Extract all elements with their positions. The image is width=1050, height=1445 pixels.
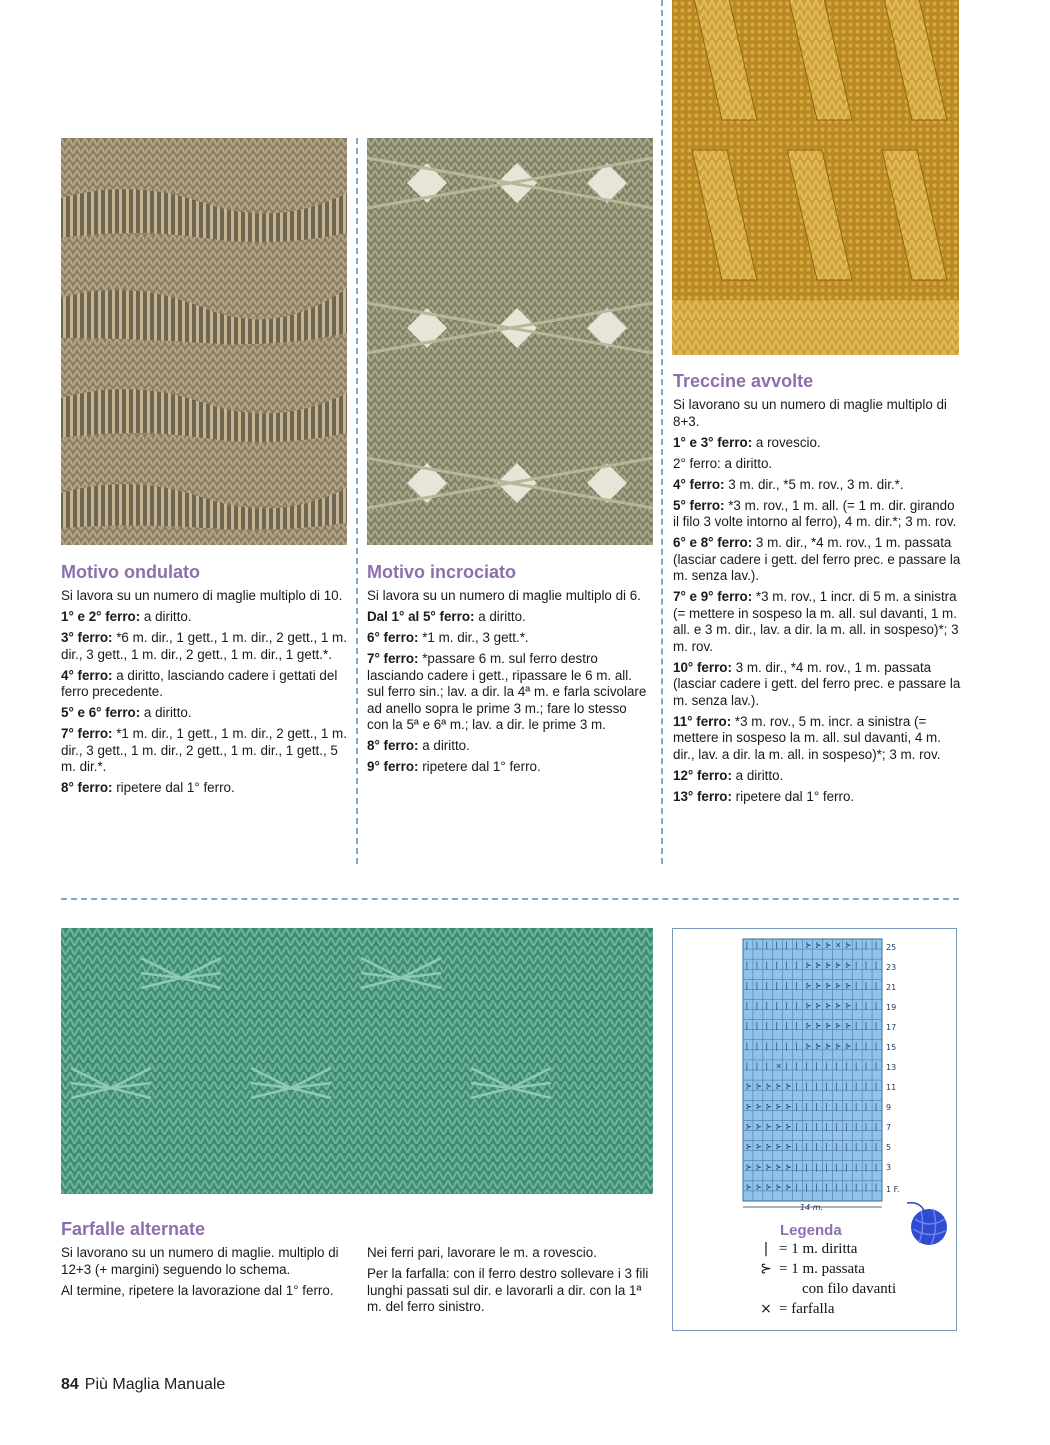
knit-cell: |: [805, 1101, 808, 1111]
knit-cell: |: [825, 1121, 828, 1131]
chart-box: [672, 928, 957, 1331]
knit-cell: |: [864, 1101, 868, 1111]
slip-cell: ⊱: [755, 1121, 762, 1131]
knit-cell: |: [864, 960, 868, 970]
slip-cell: ⊱: [755, 1081, 762, 1091]
intro: Si lavora su un numero di maglie multiplo di 10.: [61, 588, 343, 603]
row-instruction: Dal 1° al 5° ferro: a diritto.: [367, 609, 526, 624]
text-treccine-avvolte: [673, 397, 963, 810]
paragraph: Si lavorano su un numero di maglie. multiplo di 12+3 (+ margini) seguendo lo schema.: [61, 1245, 339, 1277]
slip-cell: ⊱: [825, 1021, 832, 1031]
title-farfalle-alternate: Farfalle alternate: [61, 1219, 206, 1239]
knit-cell: |: [745, 940, 749, 950]
knit-cell: |: [874, 940, 878, 950]
row-label: 21: [886, 983, 897, 992]
slip-cell: ⊱: [835, 980, 842, 990]
knit-cell: |: [825, 1182, 828, 1192]
knit-cell: |: [795, 1142, 798, 1152]
knit-cell: |: [755, 1001, 759, 1011]
knit-cell: |: [864, 1182, 868, 1192]
paragraph: Nei ferri pari, lavorare le m. a rovescio.: [367, 1245, 597, 1260]
row-instruction: 4° ferro: 3 m. dir., *5 m. rov., 3 m. dir.*.: [673, 476, 904, 492]
knit-cell: |: [765, 1041, 769, 1051]
knit-cell: |: [795, 1021, 798, 1031]
knitting-chart: [673, 929, 958, 1214]
knit-cell: |: [825, 1162, 828, 1172]
knit-cell: |: [874, 1162, 878, 1172]
slip-cell: ⊱: [745, 1101, 752, 1111]
knit-cell: |: [785, 1001, 788, 1011]
knit-cell: |: [864, 1021, 868, 1031]
knit-cell: |: [805, 1182, 808, 1192]
slip-cell: ⊱: [805, 980, 812, 990]
slip-cell: ⊱: [835, 960, 842, 970]
slip-cell: ⊱: [815, 940, 822, 950]
knit-cell: |: [825, 1061, 828, 1071]
row-instruction: 13° ferro: ripetere dal 1° ferro.: [673, 788, 855, 804]
slip-cell: ⊱: [755, 1162, 762, 1172]
knit-cell: |: [874, 1081, 878, 1091]
legend-item-diritta: | = 1 m. diritta: [753, 1241, 857, 1258]
legend-item-passata-continued: con filo davanti: [802, 1281, 897, 1297]
knit-cell: |: [795, 1101, 798, 1111]
slip-cell: ⊱: [825, 1041, 832, 1051]
row-instruction: 1° e 2° ferro: a diritto.: [61, 609, 192, 624]
slip-cell: ⊱: [755, 1101, 762, 1111]
knit-cell: |: [775, 960, 778, 970]
knit-cell: |: [874, 1101, 878, 1111]
knit-cell: |: [755, 940, 759, 950]
knit-cell: |: [874, 1142, 878, 1152]
knit-cell: |: [815, 1081, 818, 1091]
row-instruction: 12° ferro: a diritto.: [673, 767, 784, 783]
knit-cell: |: [775, 1041, 778, 1051]
knit-cell: |: [795, 1001, 798, 1011]
knit-cell: |: [864, 1121, 868, 1131]
knit-cell: |: [835, 1121, 838, 1131]
slip-cell: ⊱: [745, 1081, 752, 1091]
knit-cell: |: [755, 980, 759, 990]
slip-cell: ⊱: [805, 1001, 812, 1011]
knit-cell: |: [785, 1041, 788, 1051]
slip-cell: ⊱: [785, 1101, 792, 1111]
knit-cell: |: [785, 940, 788, 950]
slip-cell: ⊱: [775, 1182, 782, 1192]
row-instruction: 7° ferro: *passare 6 m. sul ferro destro lasciando cadere i gett., ripassare le 6 m. all. sul ferro sin.; lav. a dir. la 4ª m. e farla scivolare ad anello sopra le prime 3 m.; fare lo stesso con la 5ª e 6ª m.; lav. a dir. le prime 3 m.: [367, 651, 647, 732]
knit-cell: |: [775, 940, 778, 950]
knit-stitch-icon: |: [763, 1241, 769, 1257]
knit-cell: |: [765, 960, 769, 970]
slip-cell: ⊱: [785, 1182, 792, 1192]
slip-cell: ⊱: [835, 1001, 842, 1011]
page-number: 84: [61, 1376, 79, 1393]
knit-cell: |: [755, 1041, 759, 1051]
knit-cell: |: [775, 980, 778, 990]
knit-cell: |: [854, 1061, 858, 1071]
knit-cell: |: [795, 1081, 798, 1091]
row-instruction: 10° ferro: 3 m. dir., *4 m. rov., 1 m. passata (lasciar cadere i gett. del ferro prec. e passare la m. senza lav.).: [673, 659, 961, 708]
title-motivo-incrociato: Motivo incrociato: [367, 562, 517, 582]
knit-cell: |: [805, 1061, 808, 1071]
row-instruction: 1° e 3° ferro: a rovescio.: [673, 434, 821, 450]
butterfly-cell: ×: [835, 940, 842, 950]
knit-cell: |: [785, 1061, 788, 1071]
row-label: 13: [886, 1063, 897, 1072]
knit-cell: |: [745, 1061, 749, 1071]
slip-cell: ⊱: [815, 960, 822, 970]
knit-cell: |: [815, 1142, 818, 1152]
text-motivo-ondulato: [61, 588, 349, 801]
section-divider: [61, 898, 959, 900]
row-instruction: 11° ferro: *3 m. rov., 5 m. incr. a sinistra (= mettere in sospeso la m. all. sul davanti, 4 m. dir., lav. a dir. la m. all. in sospeso)*; 3 m. rov.: [673, 713, 941, 762]
knit-cell: |: [765, 980, 769, 990]
knit-cell: |: [775, 1001, 778, 1011]
knit-cell: |: [854, 960, 858, 970]
knit-cell: |: [825, 1081, 828, 1091]
slip-cell: ⊱: [765, 1121, 772, 1131]
knit-cell: |: [844, 1142, 848, 1152]
slip-cell: ⊱: [765, 1101, 772, 1111]
slip-cell: ⊱: [765, 1081, 772, 1091]
slip-cell: ⊱: [844, 1021, 852, 1031]
text-farfalle-col2: [367, 1245, 652, 1320]
row-instruction: 9° ferro: ripetere dal 1° ferro.: [367, 759, 541, 774]
knit-cell: |: [864, 1081, 868, 1091]
knit-cell: |: [844, 1101, 848, 1111]
knit-cell: |: [854, 1041, 858, 1051]
slip-cell: ⊱: [775, 1081, 782, 1091]
knit-cell: |: [805, 1121, 808, 1131]
intro: Si lavorano su un numero di maglie multiplo di 8+3.: [673, 397, 947, 429]
knit-cell: |: [864, 940, 868, 950]
knit-cell: |: [874, 1021, 878, 1031]
knit-cell: |: [815, 1121, 818, 1131]
knit-cell: |: [835, 1142, 838, 1152]
slip-cell: ⊱: [775, 1101, 782, 1111]
intro: Si lavora su un numero di maglie multiplo di 6.: [367, 588, 641, 603]
knit-cell: |: [874, 960, 878, 970]
knit-cell: |: [854, 980, 858, 990]
slip-cell: ⊱: [745, 1182, 752, 1192]
slip-cell: ⊱: [785, 1121, 792, 1131]
photo-motivo-incrociato: [367, 138, 653, 545]
knit-cell: |: [844, 1182, 848, 1192]
knit-cell: |: [795, 1041, 798, 1051]
knit-cell: |: [815, 1061, 818, 1071]
knit-cell: |: [785, 980, 788, 990]
slip-cell: ⊱: [844, 940, 852, 950]
knit-cell: |: [854, 1121, 858, 1131]
knit-cell: |: [835, 1061, 838, 1071]
slip-cell: ⊱: [775, 1121, 782, 1131]
paragraph: Al termine, ripetere la lavorazione dal 1° ferro.: [61, 1282, 334, 1298]
slip-cell: ⊱: [775, 1162, 782, 1172]
column-divider-1: [356, 138, 358, 864]
knit-cell: |: [805, 1162, 808, 1172]
row-label: 1 F.: [886, 1185, 900, 1194]
knit-cell: |: [854, 1142, 858, 1152]
knit-cell: |: [874, 1001, 878, 1011]
slip-cell: ⊱: [805, 940, 812, 950]
row-label: 15: [886, 1043, 897, 1052]
row-instruction: 2° ferro: a diritto.: [673, 455, 773, 471]
slip-cell: ⊱: [765, 1162, 772, 1172]
row-label: 5: [886, 1143, 892, 1152]
title-treccine-avvolte: Treccine avvolte: [673, 371, 814, 391]
slip-cell: ⊱: [815, 980, 822, 990]
knit-cell: |: [854, 1021, 858, 1031]
knit-cell: |: [775, 1021, 778, 1031]
slip-cell: ⊱: [805, 1041, 812, 1051]
row-instruction: 5° ferro: *3 m. rov., 1 m. all. (= 1 m. dir. girando il filo 3 volte intorno al ferro), 4 m. dir.*; 3 m. rov.: [673, 497, 957, 529]
knit-cell: |: [815, 1162, 818, 1172]
knit-cell: |: [745, 960, 749, 970]
knit-cell: |: [785, 1021, 788, 1031]
knit-cell: |: [844, 1061, 848, 1071]
slip-cell: ⊱: [785, 1081, 792, 1091]
slip-cell: ⊱: [825, 980, 832, 990]
row-instruction: 7° e 9° ferro: *3 m. rov., 1 incr. di 5 m. a sinistra (= mettere in sospeso la m. all. sul davanti, 1 m. all. e 3 m. dir., lav. a dir. la m. all. in sospeso)*; 3 m. rov.: [673, 589, 959, 654]
knit-cell: |: [825, 1142, 828, 1152]
slip-cell: ⊱: [805, 960, 812, 970]
row-instruction: 8° ferro: ripetere dal 1° ferro.: [61, 780, 235, 795]
knit-cell: |: [864, 1001, 868, 1011]
slip-cell: ⊱: [755, 1142, 762, 1152]
knit-cell: |: [864, 1162, 868, 1172]
slip-cell: ⊱: [825, 940, 832, 950]
knit-cell: |: [795, 1121, 798, 1131]
legend-item-farfalla: × = farfalla: [753, 1301, 835, 1318]
slip-cell: ⊱: [844, 1041, 852, 1051]
magazine-name: Più Maglia Manuale: [84, 1376, 226, 1393]
knit-cell: |: [755, 960, 759, 970]
slip-cell: ⊱: [844, 960, 852, 970]
knit-cell: |: [745, 1041, 749, 1051]
slip-cell: ⊱: [755, 1182, 762, 1192]
row-instruction: 5° e 6° ferro: a diritto.: [61, 705, 192, 720]
knit-cell: |: [805, 1081, 808, 1091]
knit-cell: |: [835, 1182, 838, 1192]
butterfly-stitch-icon: ×: [760, 1301, 772, 1317]
knit-cell: |: [795, 1061, 798, 1071]
slip-cell: ⊱: [844, 980, 852, 990]
knit-cell: |: [795, 960, 798, 970]
knit-cell: |: [795, 1182, 798, 1192]
knit-cell: |: [854, 1081, 858, 1091]
knit-cell: |: [844, 1081, 848, 1091]
slip-cell: ⊱: [835, 1041, 842, 1051]
knit-cell: |: [864, 1041, 868, 1051]
knit-cell: |: [874, 980, 878, 990]
knit-cell: |: [874, 1041, 878, 1051]
knit-cell: |: [874, 1121, 878, 1131]
slip-cell: ⊱: [765, 1182, 772, 1192]
row-instruction: 6° e 8° ferro: 3 m. dir., *4 m. rov., 1 m. passata (lasciar cadere i gett. del ferro prec. e passare la m. senza lav.).: [673, 535, 961, 583]
slip-cell: ⊱: [844, 1001, 852, 1011]
knit-cell: |: [795, 980, 798, 990]
photo-motivo-ondulato: [61, 138, 347, 545]
text-motivo-incrociato: [367, 588, 652, 780]
slip-cell: ⊱: [815, 1001, 822, 1011]
slip-cell: ⊱: [765, 1142, 772, 1152]
slip-cell: ⊱: [825, 960, 832, 970]
row-label: 25: [886, 943, 897, 952]
row-instruction: 6° ferro: *1 m. dir., 3 gett.*.: [367, 630, 529, 645]
slip-cell: ⊱: [815, 1021, 822, 1031]
knit-cell: |: [864, 980, 868, 990]
knit-cell: |: [844, 1121, 848, 1131]
knit-cell: |: [755, 1061, 759, 1071]
text-farfalle-col1: [61, 1245, 341, 1304]
knit-cell: |: [815, 1101, 818, 1111]
knit-cell: |: [765, 940, 769, 950]
row-label: 11: [886, 1083, 897, 1092]
row-instruction: 7° ferro: *1 m. dir., 1 gett., 1 m. dir., 2 gett., 1 m. dir., 3 gett., 1 m. dir., 2 gett., 1 m. dir., 1 gett., 5 m. dir.*.: [61, 726, 347, 774]
chart-row-labels: [886, 943, 900, 1194]
knit-cell: |: [765, 1021, 769, 1031]
yarn-ball-icon: [903, 1199, 951, 1247]
row-label: 3: [886, 1163, 892, 1172]
knit-cell: |: [795, 1162, 798, 1172]
paragraph: Per la farfalla: con il ferro destro sollevare i 3 fili lunghi passati sul dir. e lavorarli a dir. con la 1ª m. del ferro sinistro.: [367, 1266, 649, 1314]
knit-cell: |: [854, 1101, 858, 1111]
slip-cell: ⊱: [745, 1121, 752, 1131]
row-instruction: 4° ferro: a diritto, lasciando cadere i gettati del ferro precedente.: [61, 667, 338, 699]
knit-cell: |: [864, 1142, 868, 1152]
page-footer: [61, 1376, 225, 1394]
slip-cell: ⊱: [745, 1162, 752, 1172]
row-label: 19: [886, 1003, 897, 1012]
knit-cell: |: [854, 1182, 858, 1192]
column-divider-2: [661, 0, 663, 864]
slip-cell: ⊱: [815, 1041, 822, 1051]
knit-cell: |: [815, 1182, 818, 1192]
knit-cell: |: [874, 1061, 878, 1071]
knit-cell: |: [874, 1182, 878, 1192]
slip-cell: ⊱: [825, 1001, 832, 1011]
slip-cell: ⊱: [785, 1162, 792, 1172]
row-label: 7: [886, 1123, 892, 1132]
row-instruction: 8° ferro: a diritto.: [367, 738, 470, 753]
slip-cell: ⊱: [775, 1142, 782, 1152]
slip-cell: ⊱: [745, 1142, 752, 1152]
knit-cell: |: [835, 1081, 838, 1091]
butterfly-cell: ×: [775, 1061, 782, 1071]
knit-cell: |: [745, 1021, 749, 1031]
photo-treccine-avvolte: [672, 0, 959, 355]
width-label: 14 m.: [800, 1203, 824, 1212]
knit-cell: |: [765, 1001, 769, 1011]
photo-farfalle-alternate: [61, 928, 653, 1194]
row-instruction: 3° ferro: *6 m. dir., 1 gett., 1 m. dir., 2 gett., 1 m. dir., 3 gett., 1 m. dir., 2 gett., 1 m. dir., 1 gett.*.: [61, 630, 347, 662]
row-label: 23: [886, 963, 897, 972]
knit-cell: |: [864, 1061, 868, 1071]
slip-cell: ⊱: [805, 1021, 812, 1031]
knit-cell: |: [805, 1142, 808, 1152]
knit-cell: |: [795, 940, 798, 950]
knit-cell: |: [745, 1001, 749, 1011]
knit-cell: |: [755, 1021, 759, 1031]
knit-cell: |: [854, 940, 858, 950]
knit-cell: |: [745, 980, 749, 990]
knit-cell: |: [835, 1101, 838, 1111]
slip-stitch-icon: ⊱: [760, 1261, 772, 1277]
slip-cell: ⊱: [785, 1142, 792, 1152]
row-label: 9: [886, 1103, 892, 1112]
knit-cell: |: [765, 1061, 769, 1071]
legend-title: Legenda: [780, 1222, 842, 1239]
title-motivo-ondulato: Motivo ondulato: [61, 562, 200, 582]
legend-item-passata: ⊱ = 1 m. passata: [753, 1261, 865, 1278]
slip-cell: ⊱: [835, 1021, 842, 1031]
knit-cell: |: [785, 960, 788, 970]
knit-cell: |: [825, 1101, 828, 1111]
row-label: 17: [886, 1023, 897, 1032]
knit-cell: |: [835, 1162, 838, 1172]
knit-cell: |: [854, 1001, 858, 1011]
knit-cell: |: [854, 1162, 858, 1172]
knit-cell: |: [844, 1162, 848, 1172]
